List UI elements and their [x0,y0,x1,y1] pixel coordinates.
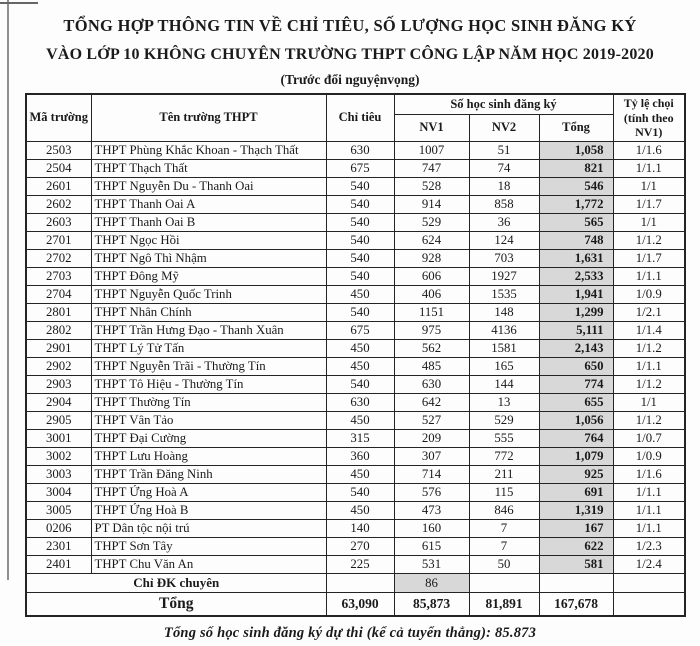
total-nv2: 81,891 [469,592,539,616]
table-row [26,483,685,501]
table-row [26,303,685,321]
cell-ty-le: 1/1.2 [613,411,685,429]
cell-nv2: 165 [469,357,539,375]
cell-nv1: 642 [394,393,469,411]
cell-ma-truong: 2802 [26,321,91,339]
cell-nv1: 529 [394,213,469,231]
title-line-2: VÀO LỚP 10 KHÔNG CHUYÊN TRƯỜNG THPT CÔNG LẬP NĂM HỌC 2019-2020 [46,46,654,63]
cell-nv1: 209 [394,429,469,447]
cell-chi-tieu: 450 [326,339,394,357]
cell-ten-truong: THPT Ngọc Hồi [91,231,326,249]
cell-tong: 2,533 [539,267,613,285]
cell-nv1: 714 [394,465,469,483]
cell-nv1: 747 [394,159,469,177]
cell-tong: 1,058 [539,141,613,159]
cell-tong: 581 [539,555,613,573]
cell-tong: 1,772 [539,195,613,213]
chuyen-nv2 [469,573,539,592]
cell-chi-tieu: 540 [326,231,394,249]
cell-chi-tieu: 630 [326,141,394,159]
cell-ten-truong: THPT Thanh Oai B [91,213,326,231]
cell-nv2: 772 [469,447,539,465]
chuyen-nv1: 86 [394,573,469,592]
cell-ty-le: 1/1.6 [613,465,685,483]
table-row [26,447,685,465]
cell-chi-tieu: 450 [326,357,394,375]
cell-tong: 764 [539,429,613,447]
cell-tong: 1,079 [539,447,613,465]
cell-nv1: 473 [394,501,469,519]
cell-chi-tieu: 315 [326,429,394,447]
cell-nv1: 307 [394,447,469,465]
cell-ten-truong: THPT Phùng Khắc Khoan - Thạch Thất [91,141,326,159]
cell-tong: 1,631 [539,249,613,267]
cell-tong: 167 [539,519,613,537]
table-row [26,213,685,231]
cell-nv2: 74 [469,159,539,177]
cell-ma-truong: 2301 [26,537,91,555]
header-tong: Tổng [539,114,613,141]
cell-chi-tieu: 675 [326,321,394,339]
cell-ten-truong: THPT Lý Tử Tấn [91,339,326,357]
cell-nv2: 4136 [469,321,539,339]
cell-ty-le: 1/1.1 [613,519,685,537]
cell-ty-le: 1/1.1 [613,159,685,177]
table-row [26,411,685,429]
cell-ten-truong: THPT Vân Tảo [91,411,326,429]
document-title [0,0,700,88]
page-edge-vertical-line [7,0,9,580]
total-row-label: Tổng [26,592,326,616]
cell-nv2: 703 [469,249,539,267]
cell-ten-truong: THPT Lưu Hoàng [91,447,326,465]
cell-ten-truong: THPT Nguyễn Trãi - Thường Tín [91,357,326,375]
cell-ma-truong: 2903 [26,375,91,393]
table-row [26,501,685,519]
cell-ma-truong: 2602 [26,195,91,213]
cell-ty-le: 1/1.1 [613,357,685,375]
cell-tong: 546 [539,177,613,195]
table-row [26,195,685,213]
cell-tong: 774 [539,375,613,393]
cell-nv1: 1007 [394,141,469,159]
cell-nv2: 7 [469,537,539,555]
cell-nv1: 562 [394,339,469,357]
cell-chi-tieu: 360 [326,447,394,465]
cell-ten-truong: THPT Đại Cường [91,429,326,447]
cell-ma-truong: 2504 [26,159,91,177]
cell-nv2: 846 [469,501,539,519]
table-row [26,321,685,339]
table-row [26,285,685,303]
table-row [26,429,685,447]
cell-ten-truong: THPT Tô Hiệu - Thường Tín [91,375,326,393]
table-body [26,141,685,573]
cell-ty-le: 1/1.6 [613,141,685,159]
title-line-3: (Trước đổi nguyệnvọng) [280,72,420,87]
cell-chi-tieu: 675 [326,159,394,177]
cell-ten-truong: THPT Ngô Thì Nhậm [91,249,326,267]
total-ty-le [613,592,685,616]
cell-nv1: 527 [394,411,469,429]
cell-nv2: 1581 [469,339,539,357]
total-row [26,592,685,616]
cell-ma-truong: 3002 [26,447,91,465]
cell-nv1: 528 [394,177,469,195]
cell-ten-truong: THPT Chu Văn An [91,555,326,573]
cell-ty-le: 1/1 [613,213,685,231]
cell-tong: 565 [539,213,613,231]
header-ty-le-choi: Tỷ lệ chọi (tính theo NV1) [613,94,685,141]
cell-tong: 2,143 [539,339,613,357]
title-line-1: TỔNG HỢP THÔNG TIN VỀ CHỈ TIÊU, SỐ LƯỢNG HỌC SINH ĐĂNG KÝ [63,16,637,35]
header-nv2: NV2 [469,114,539,141]
cell-tong: 1,941 [539,285,613,303]
cell-chi-tieu: 450 [326,465,394,483]
cell-nv2: 858 [469,195,539,213]
table-row [26,375,685,393]
cell-nv2: 1535 [469,285,539,303]
cell-ten-truong: THPT Nguyễn Quốc Trinh [91,285,326,303]
cell-ty-le: 1/1.2 [613,375,685,393]
header-nv1: NV1 [394,114,469,141]
chuyen-chi-tieu [326,573,394,592]
cell-ty-le: 1/1.1 [613,501,685,519]
cell-nv2: 115 [469,483,539,501]
cell-ty-le: 1/1.7 [613,195,685,213]
cell-nv2: 13 [469,393,539,411]
cell-ty-le: 1/0.9 [613,447,685,465]
cell-nv2: 50 [469,555,539,573]
cell-ma-truong: 2503 [26,141,91,159]
table-row [26,519,685,537]
cell-chi-tieu: 540 [326,483,394,501]
cell-ty-le: 1/2.3 [613,537,685,555]
cell-ten-truong: THPT Ứng Hoà A [91,483,326,501]
cell-chi-tieu: 270 [326,537,394,555]
table-row [26,537,685,555]
cell-ty-le: 1/1.7 [613,249,685,267]
cell-ty-le: 1/2.4 [613,555,685,573]
cell-tong: 5,111 [539,321,613,339]
table-header [26,94,685,141]
cell-ma-truong: 2905 [26,411,91,429]
cell-ma-truong: 2603 [26,213,91,231]
cell-nv2: 529 [469,411,539,429]
cell-tong: 655 [539,393,613,411]
cell-tong: 650 [539,357,613,375]
table-row [26,555,685,573]
cell-ten-truong: THPT Nguyễn Du - Thanh Oai [91,177,326,195]
cell-chi-tieu: 450 [326,411,394,429]
cell-ma-truong: 2902 [26,357,91,375]
cell-ty-le: 1/1.1 [613,267,685,285]
total-chi-tieu: 63,090 [326,592,394,616]
cell-ten-truong: PT Dân tộc nội trú [91,519,326,537]
cell-nv1: 615 [394,537,469,555]
cell-nv2: 36 [469,213,539,231]
cell-ma-truong: 2901 [26,339,91,357]
cell-ma-truong: 2601 [26,177,91,195]
cell-nv1: 406 [394,285,469,303]
cell-chi-tieu: 630 [326,393,394,411]
cell-ma-truong: 2704 [26,285,91,303]
cell-ten-truong: THPT Đông Mỹ [91,267,326,285]
cell-ten-truong: THPT Sơn Tây [91,537,326,555]
table-row [26,177,685,195]
cell-chi-tieu: 540 [326,195,394,213]
cell-tong: 1,056 [539,411,613,429]
cell-tong: 821 [539,159,613,177]
cell-nv1: 928 [394,249,469,267]
cell-chi-tieu: 540 [326,177,394,195]
cell-ten-truong: THPT Thanh Oai A [91,195,326,213]
cell-chi-tieu: 225 [326,555,394,573]
cell-ma-truong: 2801 [26,303,91,321]
cell-nv2: 51 [469,141,539,159]
header-chi-tieu: Chỉ tiêu [326,94,394,141]
cell-ma-truong: 2401 [26,555,91,573]
cell-ma-truong: 3005 [26,501,91,519]
cell-ty-le: 1/1.1 [613,483,685,501]
cell-tong: 748 [539,231,613,249]
cell-ma-truong: 2701 [26,231,91,249]
cell-ma-truong: 2904 [26,393,91,411]
cell-ty-le: 1/1 [613,393,685,411]
cell-nv2: 555 [469,429,539,447]
table-row [26,249,685,267]
cell-nv1: 630 [394,375,469,393]
table-row [26,141,685,159]
cell-ma-truong: 3001 [26,429,91,447]
table-row [26,465,685,483]
cell-chi-tieu: 450 [326,501,394,519]
cell-chi-tieu: 540 [326,249,394,267]
table-row [26,357,685,375]
cell-ten-truong: THPT Ứng Hoà B [91,501,326,519]
cell-nv2: 1927 [469,267,539,285]
cell-nv1: 914 [394,195,469,213]
cell-nv2: 144 [469,375,539,393]
cell-ma-truong: 3003 [26,465,91,483]
table-row [26,159,685,177]
cell-ten-truong: THPT Thạch Thất [91,159,326,177]
cell-ty-le: 1/1.2 [613,339,685,357]
cell-nv1: 606 [394,267,469,285]
cell-ma-truong: 2703 [26,267,91,285]
cell-tong: 622 [539,537,613,555]
cell-chi-tieu: 540 [326,213,394,231]
cell-nv1: 485 [394,357,469,375]
chuyen-row-label: Chỉ ĐK chuyên [26,573,326,592]
cell-nv2: 18 [469,177,539,195]
cell-tong: 925 [539,465,613,483]
page-edge-horizontal-line [0,2,38,4]
cell-ma-truong: 2702 [26,249,91,267]
header-so-hs-dang-ky: Số học sinh đăng ký [394,94,613,114]
header-row-top [26,94,685,114]
footer-note: Tổng số học sinh đăng ký dự thi (kể cả tuyển thẳng): 85.873 [163,624,537,641]
total-nv1: 85,873 [394,592,469,616]
cell-ty-le: 1/0.7 [613,429,685,447]
table-summary [26,573,685,616]
table-row [26,339,685,357]
registration-table [25,93,686,617]
cell-chi-tieu: 540 [326,303,394,321]
cell-nv1: 531 [394,555,469,573]
cell-ty-le: 1/1.2 [613,231,685,249]
table-row [26,393,685,411]
chuyen-ty-le [613,573,685,592]
cell-ty-le: 1/1.4 [613,321,685,339]
cell-ten-truong: THPT Trần Đăng Ninh [91,465,326,483]
chuyen-tong [539,573,613,592]
cell-tong: 691 [539,483,613,501]
cell-tong: 1,299 [539,303,613,321]
table-row [26,231,685,249]
cell-ma-truong: 3004 [26,483,91,501]
cell-chi-tieu: 450 [326,285,394,303]
table-row [26,267,685,285]
cell-chi-tieu: 540 [326,375,394,393]
cell-ty-le: 1/1 [613,177,685,195]
chuyen-row [26,573,685,592]
cell-nv1: 1151 [394,303,469,321]
cell-ten-truong: THPT Thường Tín [91,393,326,411]
cell-nv2: 148 [469,303,539,321]
cell-nv1: 160 [394,519,469,537]
header-ten-truong: Tên trường THPT [91,94,326,141]
cell-nv1: 975 [394,321,469,339]
total-tong: 167,678 [539,592,613,616]
cell-ty-le: 1/2.1 [613,303,685,321]
cell-ty-le: 1/0.9 [613,285,685,303]
cell-nv2: 211 [469,465,539,483]
cell-ma-truong: 0206 [26,519,91,537]
cell-chi-tieu: 140 [326,519,394,537]
cell-nv2: 124 [469,231,539,249]
cell-chi-tieu: 540 [326,267,394,285]
cell-ten-truong: THPT Nhân Chính [91,303,326,321]
cell-nv2: 7 [469,519,539,537]
cell-tong: 1,319 [539,501,613,519]
cell-ten-truong: THPT Trần Hưng Đạo - Thanh Xuân [91,321,326,339]
header-ma-truong: Mã trường [26,94,91,141]
cell-nv1: 624 [394,231,469,249]
cell-nv1: 576 [394,483,469,501]
